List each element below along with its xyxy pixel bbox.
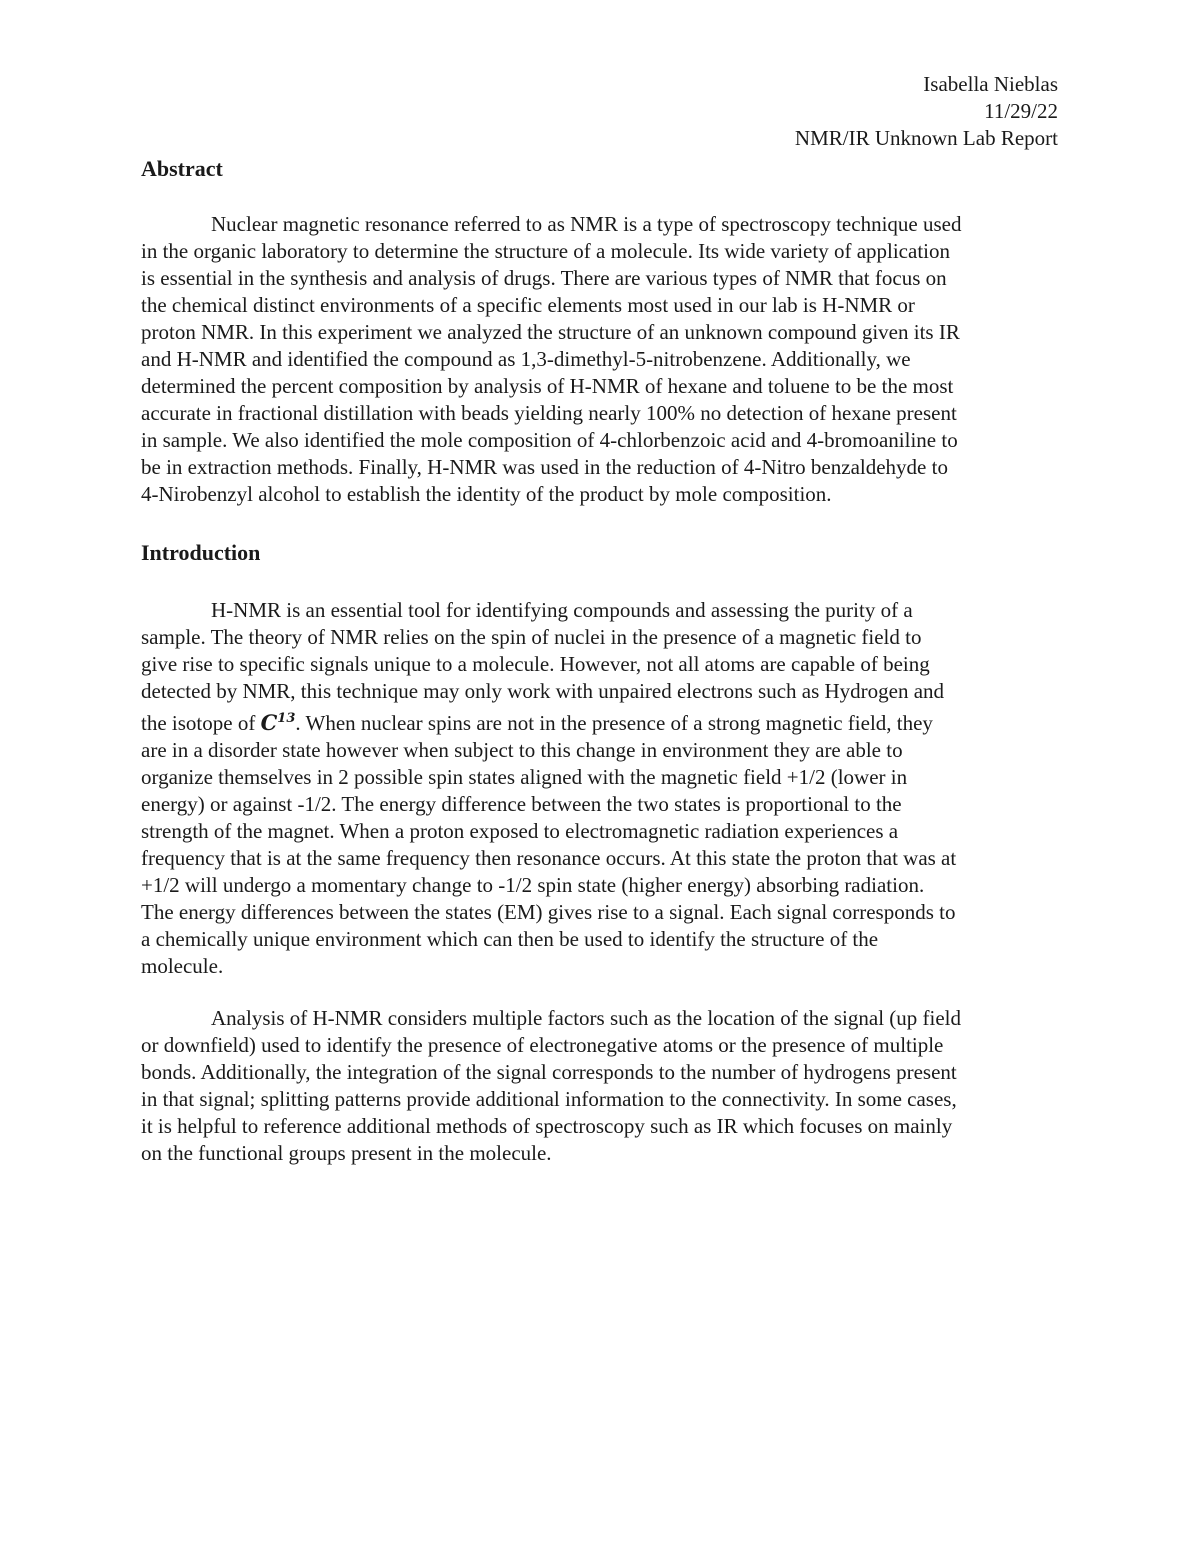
abstract-line: the chemical distinct environments of a specific elements most used in our lab is H-NMR or <box>141 293 915 317</box>
abstract-line: in sample. We also identified the mole composition of 4-chlorbenzoic acid and 4-bromoaniline to <box>141 428 958 452</box>
abstract-line: proton NMR. In this experiment we analyzed the structure of an unknown compound given its IR <box>141 320 960 344</box>
intro-line: or downfield) used to identify the presence of electronegative atoms or the presence of multiple <box>141 1033 944 1057</box>
isotope-element: C <box>260 710 278 735</box>
abstract-paragraph <box>141 211 1063 508</box>
report-title: NMR/IR Unknown Lab Report <box>794 126 1058 150</box>
abstract-line: and H-NMR and identified the compound as 1,3-dimethyl-5-nitrobenzene. Additionally, we <box>141 347 911 371</box>
author-name: Isabella Nieblas <box>923 72 1058 96</box>
intro-line: H-NMR is an essential tool for identifying compounds and assessing the purity of a <box>211 598 913 622</box>
isotope-line-suffix: . When nuclear spins are not in the presence of a strong magnetic field, they <box>295 711 933 735</box>
intro-line: it is helpful to reference additional methods of spectroscopy such as IR which focuses on mainly <box>141 1114 953 1138</box>
document-header <box>700 71 1058 152</box>
intro-line: are in a disorder state however when subject to this change in environment they are able to <box>141 738 903 762</box>
abstract-line: Nuclear magnetic resonance referred to as NMR is a type of spectroscopy technique used <box>211 212 962 236</box>
intro-line: sample. The theory of NMR relies on the spin of nuclei in the presence of a magnetic field to <box>141 625 922 649</box>
intro-line: detected by NMR, this technique may only work with unpaired electrons such as Hydrogen and <box>141 679 945 703</box>
intro-line: strength of the magnet. When a proton exposed to electromagnetic radiation experiences a <box>141 819 899 843</box>
abstract-heading: Abstract <box>141 156 223 181</box>
intro-line: The energy differences between the states (EM) gives rise to a signal. Each signal corresponds to <box>141 900 956 924</box>
introduction-paragraph-2 <box>141 1005 1063 1167</box>
introduction-heading: Introduction <box>141 540 261 565</box>
report-date: 11/29/22 <box>984 99 1058 123</box>
isotope-mass-number: 13 <box>277 711 296 726</box>
introduction-paragraph-1 <box>141 597 1063 980</box>
abstract-line: 4-Nirobenzyl alcohol to establish the identity of the product by mole composition. <box>141 482 832 506</box>
intro-line: organize themselves in 2 possible spin states aligned with the magnetic field +1/2 (lower in <box>141 765 908 789</box>
intro-line: Analysis of H-NMR considers multiple factors such as the location of the signal (up field <box>211 1006 962 1030</box>
intro-line: energy) or against -1/2. The energy difference between the two states is proportional to the <box>141 792 902 816</box>
intro-line: +1/2 will undergo a momentary change to -1/2 spin state (higher energy) absorbing radiation. <box>141 873 925 897</box>
abstract-line: accurate in fractional distillation with beads yielding nearly 100% no detection of hexane present <box>141 401 957 425</box>
intro-line: give rise to specific signals unique to a molecule. However, not all atoms are capable of being <box>141 652 930 676</box>
abstract-line: is essential in the synthesis and analysis of drugs. There are various types of NMR that focus on <box>141 266 947 290</box>
abstract-line: determined the percent composition by analysis of H-NMR of hexane and toluene to be the most <box>141 374 954 398</box>
intro-line: frequency that is at the same frequency then resonance occurs. At this state the proton that was at <box>141 846 957 870</box>
intro-line: in that signal; splitting patterns provide additional information to the connectivity. In some cases, <box>141 1087 957 1111</box>
abstract-line: be in extraction methods. Finally, H-NMR was used in the reduction of 4-Nitro benzaldehyde to <box>141 455 948 479</box>
intro-isotope-line <box>141 705 1063 737</box>
intro-line: a chemically unique environment which can then be used to identify the structure of the <box>141 927 879 951</box>
intro-line: bonds. Additionally, the integration of the signal corresponds to the number of hydrogens present <box>141 1060 957 1084</box>
isotope-line-prefix: the isotope of <box>141 711 261 735</box>
intro-line: molecule. <box>141 954 224 978</box>
abstract-line: in the organic laboratory to determine the structure of a molecule. Its wide variety of application <box>141 239 950 263</box>
carbon-13-symbol <box>261 710 296 735</box>
intro-line: on the functional groups present in the molecule. <box>141 1141 552 1165</box>
